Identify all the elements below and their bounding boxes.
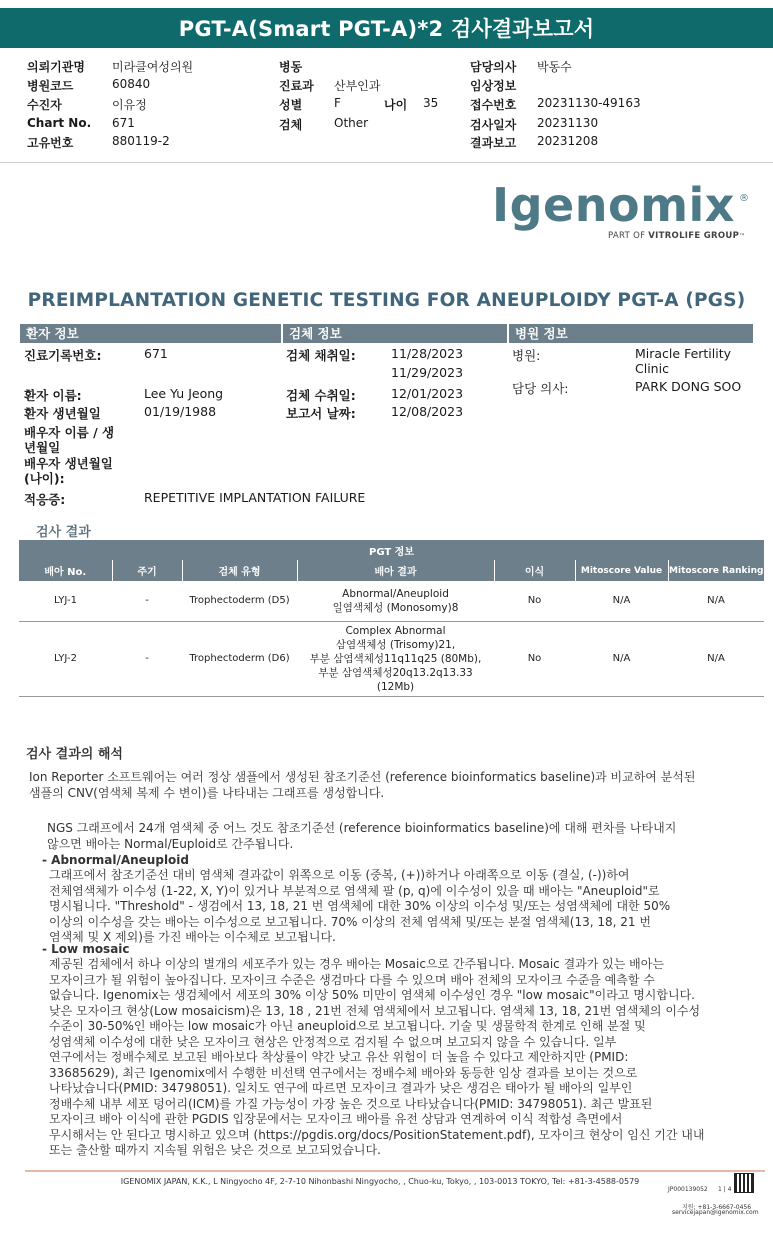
abnormal-heading: - Abnormal/Aneuploid <box>42 853 189 867</box>
paragraph-line: 모자이크 배아 이식에 관한 PGDIS 입장문에서는 모자이크 배아를 유전 상담과 연계하여 이식 적합성 측면에서 <box>49 1112 623 1126</box>
record-number-value: 671 <box>144 346 168 361</box>
header-label: 고유번호 <box>27 136 74 150</box>
patient-name-label: 환자 이름: <box>24 388 82 403</box>
received-date-value: 12/01/2023 <box>391 386 464 401</box>
received-date-label: 검체 수취일: <box>286 388 356 403</box>
logo-subtitle: PART OF VITROLIFE GROUP™ <box>608 231 746 241</box>
footer-divider <box>25 1170 765 1172</box>
hospital-name-value-2: Clinic <box>635 361 669 376</box>
pgt-info-header: PGT 정보 <box>19 540 764 560</box>
header-label: 진료과 <box>279 79 314 93</box>
mitoscore-ranking: N/A <box>668 621 764 696</box>
header-value: 20231208 <box>537 134 599 148</box>
col-mitoscore-ranking: Mitoscore Ranking <box>668 560 764 581</box>
paragraph-line: 나타났습니다(PMID: 34798051). 일치도 연구에 따르면 모자이크 결과가 낮은 생검은 태아가 될 배아의 일부인 <box>49 1081 633 1095</box>
doctor-label: 담당 의사: <box>512 381 569 396</box>
interpretation-abnormal <box>49 868 670 946</box>
patient-dob-value: 01/19/1988 <box>144 404 217 419</box>
paragraph-line: 성염색체 이수성에 대한 낮은 모자이크 현상은 안정적으로 검지될 수 없으며 보고되지 않을 수 있습니다. 일부 <box>49 1034 617 1049</box>
collection-date-label: 검체 채취일: <box>286 348 356 363</box>
section-hospital-info: 병원 정보 <box>509 324 753 343</box>
paragraph-line: 샘플의 CNV(염색체 복제 수 변이)를 나타내는 그래프를 생성합니다. <box>29 785 385 800</box>
results-title: 검사 결과 <box>36 525 91 540</box>
paragraph-line: 수준이 30-50%인 배아는 low mosaic가 아닌 aneuploid으로 보고됩니다. 기술 및 생물학적 한계로 인해 분절 및 <box>49 1019 646 1033</box>
header-value: 20231130 <box>537 116 599 130</box>
table-row <box>19 581 764 621</box>
spouse-name-label: 배우자 이름 / 생년월일 <box>24 425 115 455</box>
collection-date-value-2: 11/29/2023 <box>391 365 464 380</box>
header-value: 이유정 <box>112 98 147 112</box>
header-label: 결과보고 <box>470 136 517 150</box>
col-mitoscore-value: Mitoscore Value <box>575 560 668 581</box>
interpretation-normal <box>47 821 676 852</box>
header-label: 병원코드 <box>27 79 74 93</box>
sample-type: Trophectoderm (D6) <box>182 621 297 696</box>
embryo-result: Abnormal/Aneuploid 일염색체성 (Monosomy)8 <box>297 581 494 621</box>
age-label: 나이 <box>384 98 408 112</box>
transfer: No <box>494 621 575 696</box>
mitoscore-value: N/A <box>575 621 668 696</box>
cycle: - <box>112 581 182 621</box>
header-label: 담당의사 <box>470 60 517 74</box>
header-divider <box>0 162 773 163</box>
interpretation-title: 검사 결과의 해석 <box>26 747 123 762</box>
header-value: 20231130-49163 <box>537 96 641 110</box>
header-value: F <box>334 96 341 110</box>
section-patient-info: 환자 정보 <box>20 324 281 343</box>
header-label: 의뢰기관명 <box>27 60 85 74</box>
header-value: 60840 <box>112 77 151 91</box>
doctor-value: PARK DONG SOO <box>635 379 742 394</box>
embryo-result: Complex Abnormal 삼염색체성 (Trisomy)21, 부분 삼염색체성11q11q25 (80Mb), 부분 삼염색체성20q13.2q13.33 (12Mb) <box>297 621 494 696</box>
paragraph-line: 연구에서는 정배수체로 보고된 배아보다 착상률이 약간 낮고 유산 위험이 더 높을 수 있다고 제안하지만 (PMID: <box>49 1050 629 1064</box>
sample-type: Trophectoderm (D5) <box>182 581 297 621</box>
header-label: 검체 <box>279 118 303 132</box>
qr-code-icon <box>734 1173 754 1193</box>
footer-code: JP000139052 <box>668 1186 708 1193</box>
header-value: 산부인과 <box>334 79 381 93</box>
indication-label: 적응증: <box>24 492 66 507</box>
paragraph-line: 염색체 및 X 제외)를 가진 배아는 이수체로 보고됩니다. <box>49 930 336 944</box>
hospital-name-label: 병원: <box>512 348 541 363</box>
paragraph-line: 33685629), 최근 Igenomix에서 수행한 비선택 연구에서는 정배수체 배아와 동등한 임상 결과를 보이는 것으로 <box>49 1065 638 1080</box>
col-cycle: 주기 <box>112 560 182 581</box>
age-value: 35 <box>423 96 439 110</box>
transfer: No <box>494 581 575 621</box>
section-sample-info: 검체 정보 <box>283 324 507 343</box>
interpretation-intro <box>29 770 696 801</box>
mitoscore-ranking: N/A <box>668 581 764 621</box>
patient-dob-label: 환자 생년월일 <box>24 406 101 421</box>
header-label: 검사일자 <box>470 118 517 132</box>
paragraph-line: 제공된 검체에서 하나 이상의 별개의 세포주가 있는 경우 배아는 Mosaic으로 간주됩니다. Mosaic 결과가 있는 배아는 <box>49 957 664 971</box>
header-value: 박동수 <box>537 60 572 74</box>
embryo-id: LYJ-2 <box>19 621 112 696</box>
header-value: 880119-2 <box>112 134 170 148</box>
igenomix-logo: Igenomix <box>492 178 735 232</box>
paragraph-line: Ion Reporter 소프트웨어는 여러 정상 샘플에서 생성된 참조기준선 (reference bioinformatics baseline)과 비교하여 분석된 <box>29 770 696 784</box>
header-label: 수진자 <box>27 98 62 112</box>
header-value: Other <box>334 116 369 130</box>
header-label: 임상정보 <box>470 79 517 93</box>
col-embryo-result: 배아 결과 <box>297 560 494 581</box>
cycle: - <box>112 621 182 696</box>
header-label: 접수번호 <box>470 98 517 112</box>
footer-address: IGENOMIX JAPAN, K.K., L Ningyocho 4F, 2-7-10 Nihonbashi Ningyocho, , Chuo-ku, Tokyo, , 103-0013 TOKYO, Tel: +81-3-4588-0579 <box>120 1177 640 1186</box>
header-label: Chart No. <box>27 116 92 130</box>
footer-contact-phone: 지원: +81-3-6667-0456 <box>682 1204 752 1211</box>
patient-name-value: Lee Yu Jeong <box>144 386 224 401</box>
paragraph-line: 명시됩니다. "Threshold" - 생검에서 13, 18, 21 번 염색체에 대한 30% 이상의 이수성 및/또는 성염색체에 대한 50% <box>49 899 671 913</box>
paragraph-line: NGS 그래프에서 24개 염색체 중 어느 것도 참조기준선 (reference bioinformatics baseline)에 대해 편차를 나타내지 <box>47 821 677 835</box>
interpretation-low-mosaic <box>49 957 704 1159</box>
document-title: PREIMPLANTATION GENETIC TESTING FOR ANEUPLOIDY PGT-A (PGS) <box>27 290 746 311</box>
mitoscore-value: N/A <box>575 581 668 621</box>
paragraph-line: 전체염색체가 이수성 (1-22, X, Y)이 있거나 부분적으로 염색체 팔 (p, q)에 이수성이 있을 때 배아는 "Aneuploid"로 <box>49 883 660 898</box>
col-embryo-no: 배아 No. <box>19 560 112 581</box>
paragraph-line: 모자이크가 될 위험이 높아집니다. 모자이크 수준은 생검마다 다를 수 있으며 배아 전체의 모자이크 수준을 예측할 수 <box>49 972 655 987</box>
registered-mark: ® <box>739 193 749 204</box>
paragraph-line: 그래프에서 참조기준선 대비 염색체 결과값이 위쪽으로 이동 (중복, (+))하거나 아래쪽으로 이동 (결실, (-))하여 <box>49 868 630 882</box>
paragraph-line: 없습니다. Igenomix는 생검체에서 세포의 30% 이상 50% 미만이 염색체 이수성인 경우 "low mosaic"이라고 명시합니다. <box>49 988 695 1002</box>
indication-value: REPETITIVE IMPLANTATION FAILURE <box>144 490 366 505</box>
paragraph-line: 낮은 모자이크 현상(Low mosaicism)은 13, 18 , 21번 전체 염색체에서 보고됩니다. 염색체 13, 18, 21번 염색체의 이수성 <box>49 1003 701 1018</box>
spouse-dob-label: 배우자 생년월일 (나이): <box>24 456 113 486</box>
hospital-name-value-1: Miracle Fertility <box>635 346 732 361</box>
pgt-results-table <box>19 540 764 697</box>
header-value: 미라클여성의원 <box>112 60 194 74</box>
col-sample-type: 검체 유형 <box>182 560 297 581</box>
paragraph-line: 않으면 배아는 Normal/Euploid로 간주됩니다. <box>47 836 294 851</box>
paragraph-line: 무시해서는 안 된다고 명시하고 있으며 (https://pgdis.org/docs/PositionStatement.pdf), 모자이크 현상이 임신 기간 내내 <box>49 1127 705 1142</box>
footer-contact-email: servicejapan@igenomix.com <box>672 1209 759 1216</box>
paragraph-line: 또는 출산할 때까지 지속될 위험은 낮은 것으로 보고되었습니다. <box>49 1143 381 1157</box>
paragraph-line: 이상의 이수성을 갖는 배아는 이수성으로 보고됩니다. 70% 이상의 전체 염색체 및/또는 분절 염색체(13, 18, 21 번 <box>49 914 651 929</box>
header-label: 병동 <box>279 60 303 74</box>
embryo-id: LYJ-1 <box>19 581 112 621</box>
report-date-value: 12/08/2023 <box>391 404 464 419</box>
low-mosaic-heading: - Low mosaic <box>42 942 130 956</box>
page-number: 1 | 4 <box>718 1186 732 1193</box>
paragraph-line: 정배수체 내부 세포 덩어리(ICM)를 가질 가능성이 가장 높은 것으로 나타났습니다(PMID: 34798051). 최근 발표된 <box>49 1096 653 1111</box>
table-row <box>19 621 764 696</box>
report-title: PGT-A(Smart PGT-A)*2 검사결과보고서 <box>0 8 773 48</box>
collection-date-value-1: 11/28/2023 <box>391 346 464 361</box>
header-value: 671 <box>112 116 135 130</box>
header-label: 성별 <box>279 98 303 112</box>
record-number-label: 진료기록번호: <box>24 348 102 363</box>
col-transfer: 이식 <box>494 560 575 581</box>
report-date-label: 보고서 날짜: <box>286 406 356 421</box>
